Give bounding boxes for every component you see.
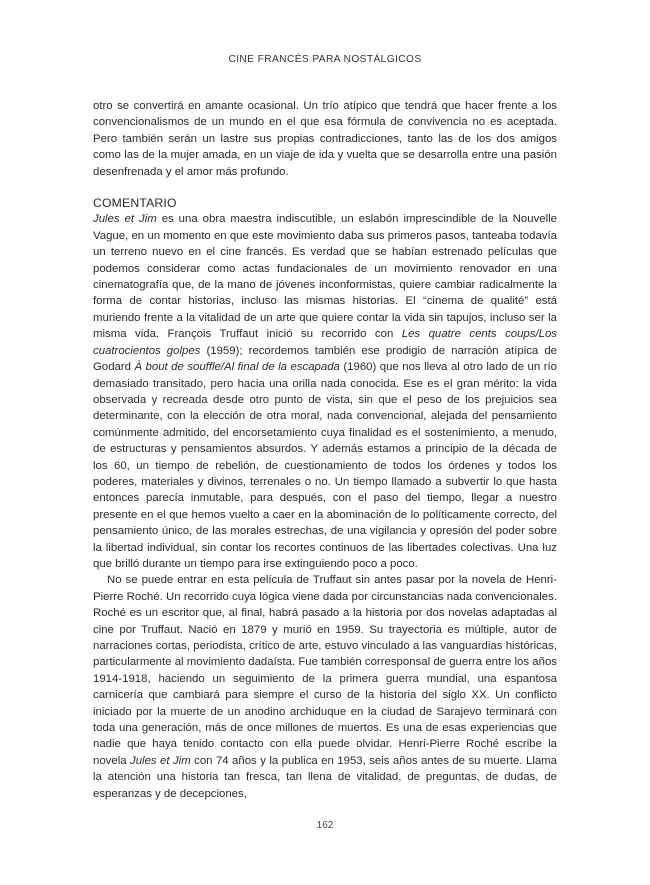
page-number: 162 xyxy=(316,820,334,831)
running-header: CINE FRANCÉS PARA NOSTÁLGICOS xyxy=(228,54,422,65)
commentary-paragraph-1 xyxy=(93,211,557,572)
body-text xyxy=(93,98,557,802)
film-title-italic: Les quatre cents coups/Los cuatrocientos golpes xyxy=(93,328,557,357)
section-heading: COMENTARIO xyxy=(93,196,177,211)
film-title-italic: Jules et Jim xyxy=(93,213,157,226)
film-title-italic: Jules et Jim xyxy=(130,754,191,767)
paragraph-text: No se puede entrar en esta película de Truffaut sin antes pasar por la novela de Henri-Pierre Roché. Un recorrido cuya lógica viene dada por circunstancias nada convencionales. Roché es un escritor que, al final, habrá pasado a la historia por dos novelas adaptadas al cine por Truffaut. Nació en 1879 y murió en 1959. Su trayectoria es múltiple, autor de narraciones cortas, periodista, crítico de arte, estuvo vinculado a las vanguardias históricas, particularmente al movimiento dadaísta. Fue también corresponsal de guerra entre los años 1914-1918, haciendo un seguimiento de la primera guerra mundial, una espantosa carnicería que cambiará para siempre el curso de la historia del siglo XX. Un conflicto iniciado por la muerte de un anodino archiduque en la ciudad de Sarajevo terminará con toda una generación, más de once millones de muertos. Es una de esas experiencias que nadie que haya tenido contacto con ella puede olvidar. Henri-Pierre Roché escribe la novela xyxy=(93,574,557,767)
paragraph-text: (1959); recordemos también ese prodigio de narración atípica de Godard xyxy=(93,344,557,374)
intro-paragraph: otro se convertirá en amante ocasional. Un trío atípico que tendrá que hacer frente a los convencionalismos de un mundo en el que esa fórmula de convivencia no es aceptada. Pero también serán un lastre sus propias contradicciones, tanto las de los dos amigos como las de la mujer amada, en un viaje de ida y vuelta que se desarrolla entre una pasión desenfrenada y el amor más profundo. xyxy=(93,100,557,178)
paragraph-text: (1960) que nos lleva al otro lado de un río demasiado transitado, pero hacia una orilla nada conocida. Ese es el gran mérito: la vida observada y recreada desde otro punto de vista, sin que el peso de los prejuicios sea determinante, con la elección de otra moral, nada convencional, alejada del pensamiento comúnmente admitido, del encorsetamiento cuya finalidad es el sostenimiento, a menudo, de estructuras y pensamientos absurdos. Y además estamos a principio de la década de los 60, un tiempo de rebelión, de cuestionamiento de todos los órdenes y todos los poderes, materiales y divinos, terrenales o no. Un tiempo llamado a subvertir lo que hasta entonces parecía inmutable, para después, con el paso del tiempo, llegar a nuestro presente en el que hemos vuelto a caer en la abominación de lo políticamente correcto, del pensamiento único, de las morales estrechas, de una vigilancia y opresión del poder sobre la libertad individual, sin contar los recortes continuos de las libertades colectivas. Una luz que brilló durante un tiempo para irse extinguiendo poco a poco. xyxy=(93,361,557,570)
paragraph-text: es una obra maestra indiscutible, un eslabón imprescindible de la Nouvelle Vague, en un momento en que este movimiento daba sus primeros pasos, tanteaba todavía un terreno nuevo en el cine francés. Es verdad que se habían estrenado películas que podemos considerar como actas fundacionales de un movimiento renovador en una cinematografía que, de la mano de jóvenes inconformistas, quiere cambiar radicalmente la forma de contar historias, incluso las mismas historias. El “cinema de qualité” está muriendo frente a la vitalidad de un arte que quiere contar la vida sin tapujos, incluso ser la misma vida. François Truffaut inició su recorrido con xyxy=(93,213,558,341)
paragraph-text: con 74 años y la publica en 1953, seis años antes de su muerte. Llama la atención una historia tan fresca, tan llena de vitalidad, de preguntas, de dudas, de esperanzas y de decepciones, xyxy=(93,754,558,800)
commentary-paragraph-2 xyxy=(93,572,557,802)
film-title-italic: À bout de souffle/Al final de la escapada xyxy=(134,361,340,374)
